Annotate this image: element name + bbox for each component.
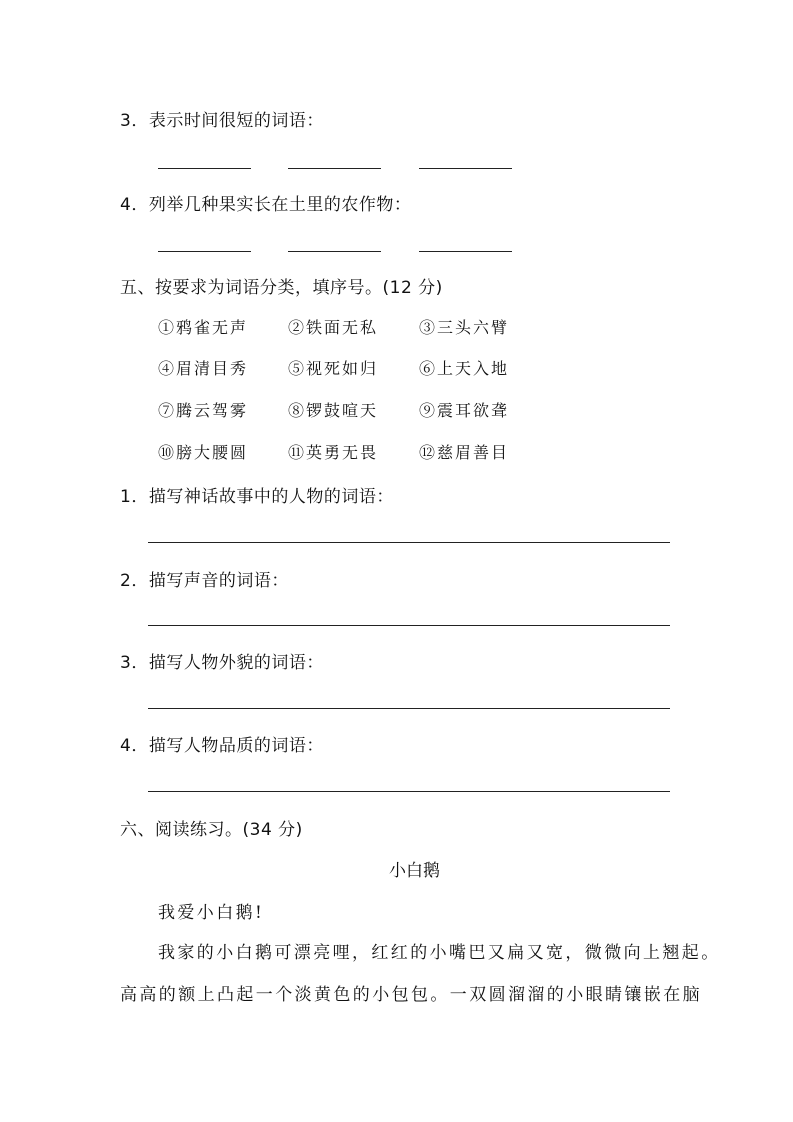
question-2-sounds: 2．描写声音的词语： [120, 571, 289, 591]
answer-line[interactable] [148, 708, 670, 709]
question-4-underground-crops: 4．列举几种果实长在土里的农作物： [120, 195, 412, 215]
answer-line[interactable] [148, 542, 670, 543]
reading-paragraph: 我爱小白鹅! [158, 903, 265, 923]
answer-line[interactable] [148, 625, 670, 626]
word-option: ⑨震耳欲聋 [419, 401, 510, 420]
question-1-mythical-characters: 1．描写神话故事中的人物的词语： [120, 487, 394, 507]
word-option: ④眉清目秀 [158, 359, 249, 378]
question-4-character-qualities: 4．描写人物品质的词语： [120, 736, 324, 756]
section-6-heading: 六、阅读练习。(34 分) [120, 820, 303, 840]
reading-paragraph: 我家的小白鹅可漂亮哩，红红的小嘴巴又扁又宽，微微向上翘起。 [158, 943, 721, 963]
word-option: ⑫慈眉善目 [419, 443, 510, 462]
word-option: ①鸦雀无声 [158, 318, 249, 337]
answer-blank[interactable] [158, 251, 251, 252]
answer-blank[interactable] [288, 251, 381, 252]
question-3-appearance: 3．描写人物外貌的词语： [120, 653, 324, 673]
answer-blank[interactable] [288, 168, 381, 169]
answer-blank[interactable] [158, 168, 251, 169]
word-option: ②铁面无私 [288, 318, 379, 337]
answer-blank[interactable] [419, 168, 512, 169]
question-3-short-time: 3．表示时间很短的词语： [120, 111, 324, 131]
reading-title: 小白鹅 [389, 861, 440, 881]
word-option: ⑥上天入地 [419, 359, 510, 378]
reading-paragraph: 高高的额上凸起一个淡黄色的小包包。一双圆溜溜的小眼睛镶嵌在脑 [120, 985, 702, 1005]
answer-line[interactable] [148, 791, 670, 792]
word-option: ⑦腾云驾雾 [158, 401, 249, 420]
word-option: ⑪英勇无畏 [288, 443, 379, 462]
word-option: ⑤视死如归 [288, 359, 379, 378]
section-5-heading: 五、按要求为词语分类，填序号。(12 分) [120, 278, 443, 298]
word-option: ⑩膀大腰圆 [158, 443, 249, 462]
word-option: ③三头六臂 [419, 318, 510, 337]
word-option: ⑧锣鼓喧天 [288, 401, 379, 420]
answer-blank[interactable] [419, 251, 512, 252]
